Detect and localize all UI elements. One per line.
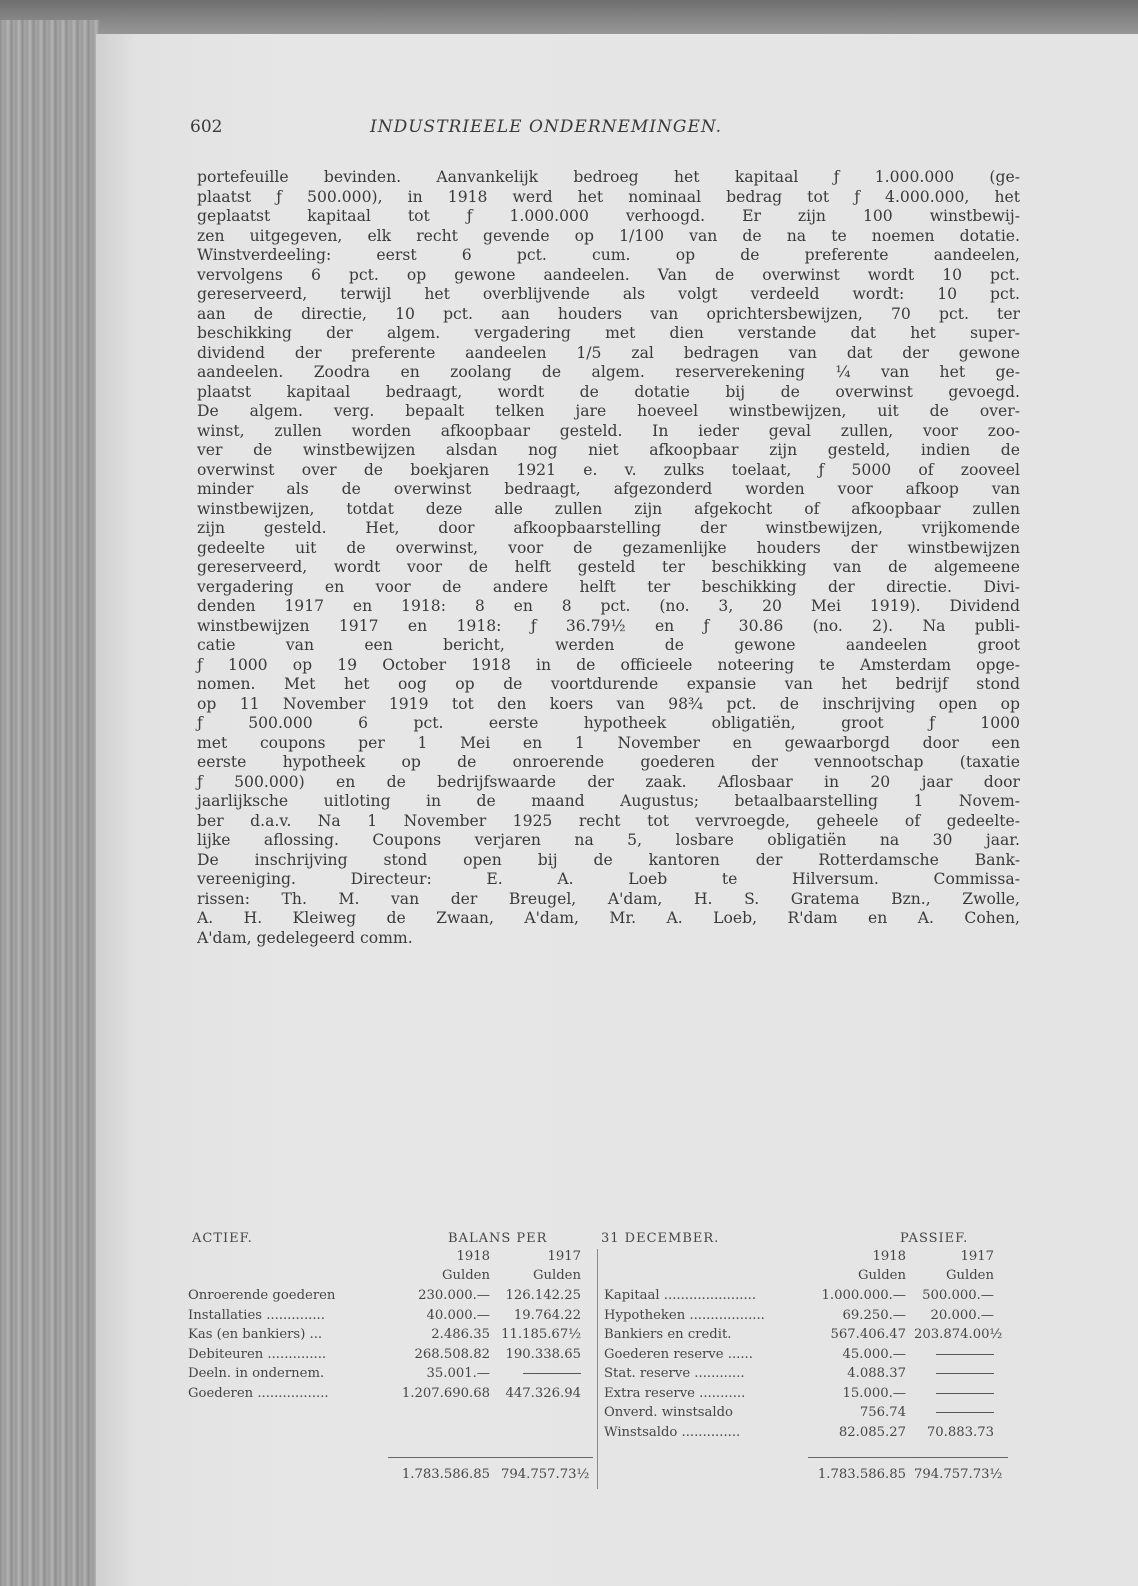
text-line: ver de winstbewijzen alsdan nog niet afkoopbaar zijn gesteld, indien de — [197, 441, 1020, 459]
passief-1918-value: 15.000.— — [842, 1385, 906, 1401]
text-line: minder als de overwinst bedraagt, afgezonderd worden voor afkoop van — [197, 480, 1020, 498]
passief-1917-value — [914, 1347, 994, 1365]
passief-row-label: Stat. reserve ............ — [604, 1366, 745, 1381]
text-line: gedeelte uit de overwinst, voor de gezamenlijke houders der winstbewijzen — [197, 538, 1020, 557]
actief-heading: ACTIEF. — [192, 1231, 253, 1246]
text-line: ƒ 1000 op 19 October 1918 in de officieele noteering te Amsterdam opge- — [197, 655, 1020, 674]
actief-1917-value: 447.326.94 — [505, 1385, 581, 1401]
passief-1918-value: 45.000.— — [842, 1346, 906, 1362]
text-line: nomen. Met het oog op de voortdurende expansie van het bedrijf stond — [197, 675, 1020, 693]
body-text — [197, 168, 1020, 948]
passief-1917-value — [914, 1405, 994, 1423]
passief-row-label: Onverd. winstsaldo — [604, 1405, 733, 1420]
actief-row-label: Debiteuren .............. — [188, 1346, 327, 1362]
text-line: dividend der preferente aandeelen 1/5 zal bedragen van dat der gewone — [197, 343, 1020, 362]
year-heading: 1918 — [872, 1249, 906, 1264]
text-line: gereserveerd, terwijl het overblijvende als volgt verdeeld wordt: 10 pct. — [197, 285, 1020, 303]
book-top-edge — [0, 0, 1138, 38]
text-line: A'dam, gedelegeerd comm. — [197, 928, 413, 947]
actief-1918-value: 40.000.— — [426, 1307, 490, 1323]
passief-1918-value: 82.085.27 — [838, 1424, 906, 1440]
actief-1918-value: 268.508.82 — [414, 1346, 490, 1362]
actief-1917-value: 190.338.65 — [505, 1346, 581, 1362]
actief-1917-value — [501, 1366, 581, 1384]
text-line: zen uitgegeven, elk recht gevende op 1/100 van de na te noemen dotatie. — [197, 226, 1020, 245]
actief-1918-value: 2.486.35 — [431, 1327, 490, 1342]
page-number: 602 — [190, 117, 223, 137]
currency-heading: Gulden — [442, 1268, 490, 1283]
actief-row-label: Kas (en bankiers) ... — [188, 1327, 323, 1342]
nil-dash — [523, 1373, 581, 1374]
passief-heading: PASSIEF. — [900, 1231, 969, 1246]
text-line: plaatst kapitaal bedraagt, wordt de dotatie bij de overwinst gevoegd. — [197, 382, 1020, 401]
text-line: op 11 November 1919 tot den koers van 98¾ pct. de inschrijving open op — [197, 694, 1020, 713]
nil-dash — [936, 1354, 994, 1355]
passief-row-label: Bankiers en credit. — [604, 1327, 732, 1342]
text-line: vergadering en voor de andere helft ter beschikking der directie. Divi- — [197, 577, 1020, 596]
passief-total-1918: 1.783.586.85 — [817, 1467, 906, 1482]
balance-title-left: BALANS PER — [448, 1231, 548, 1246]
text-line: A. H. Kleiweg de Zwaan, A'dam, Mr. A. Loeb, R'dam en A. Cohen, — [197, 909, 1020, 927]
passief-1917-value — [914, 1366, 994, 1384]
passief-row-label: Kapitaal ...................... — [604, 1288, 757, 1303]
passief-row-label: Winstsaldo .............. — [604, 1424, 741, 1440]
currency-heading: Gulden — [946, 1268, 994, 1283]
text-line: catie van een bericht, werden de gewone aandeelen groot — [197, 636, 1020, 654]
year-heading: 1918 — [456, 1249, 490, 1264]
sum-rule — [808, 1457, 1008, 1458]
text-line: aandeelen. Zoodra en zoolang de algem. reserverekening ¼ van het ge- — [197, 363, 1020, 381]
text-line: vereeniging. Directeur: E. A. Loeb te Hilversum. Commissa- — [197, 870, 1020, 888]
text-line: beschikking der algem. vergadering met dien verstande dat het super- — [197, 324, 1020, 342]
text-line: gereserveerd, wordt voor de helft gesteld ter beschikking van de algemeene — [197, 558, 1020, 576]
text-line: ber d.a.v. Na 1 November 1925 recht tot vervroegde, geheele of gedeelte- — [197, 811, 1020, 830]
text-line: winstbewijzen 1917 en 1918: ƒ 36.79½ en ƒ 30.86 (no. 2). Na publi- — [197, 616, 1020, 635]
text-line: ƒ 500.000) en de bedrijfswaarde der zaak. Aflosbaar in 20 jaar door — [197, 772, 1020, 791]
text-line: vervolgens 6 pct. op gewone aandeelen. Van de overwinst wordt 10 pct. — [197, 265, 1020, 284]
text-line: rissen: Th. M. van der Breugel, A'dam, H. S. Gratema Bzn., Zwolle, — [197, 889, 1020, 908]
text-line: lijke aflossing. Coupons verjaren na 5, losbare obligatiën na 30 jaar. — [197, 831, 1020, 849]
passief-1918-value: 756.74 — [859, 1405, 906, 1420]
book-page-stack-edge — [0, 20, 100, 1586]
running-title: INDUSTRIEELE ONDERNEMINGEN. — [370, 117, 723, 137]
passief-total-1917: 794.757.73½ — [914, 1467, 1003, 1482]
passief-row-label: Extra reserve ........... — [604, 1385, 746, 1401]
actief-1917-value: 126.142.25 — [505, 1288, 581, 1303]
passief-1918-value: 1.000.000.— — [821, 1288, 906, 1303]
actief-1918-value: 230.000.— — [418, 1288, 490, 1303]
text-line: zijn gesteld. Het, door afkoopbaarstelling der winstbewijzen, vrijkomende — [197, 519, 1020, 537]
actief-1918-value: 1.207.690.68 — [401, 1385, 490, 1401]
nil-dash — [936, 1412, 994, 1413]
nil-dash — [936, 1393, 994, 1394]
text-line: winst, zullen worden afkoopbaar gesteld. In ieder geval zullen, voor zoo- — [197, 421, 1020, 440]
text-line: winstbewijzen, totdat deze alle zullen zijn afgekocht of afkoopbaar zullen — [197, 499, 1020, 518]
currency-heading: Gulden — [858, 1268, 906, 1283]
passief-row-label: Hypotheken .................. — [604, 1307, 765, 1323]
passief-1918-value: 69.250.— — [842, 1307, 906, 1323]
text-line: met coupons per 1 Mei en 1 November en gewaarborgd door een — [197, 733, 1020, 752]
text-line: ƒ 500.000 6 pct. eerste hypotheek obligatiën, groot ƒ 1000 — [197, 714, 1020, 732]
actief-total-1918: 1.783.586.85 — [401, 1467, 490, 1482]
text-line: geplaatst kapitaal tot ƒ 1.000.000 verhoogd. Er zijn 100 winstbewij- — [197, 207, 1020, 225]
text-line: plaatst ƒ 500.000), in 1918 werd het nominaal bedrag tot ƒ 4.000.000, het — [197, 187, 1020, 206]
text-line: De algem. verg. bepaalt telken jare hoeveel winstbewijzen, uit de over- — [197, 402, 1020, 420]
currency-heading: Gulden — [533, 1268, 581, 1283]
passief-1918-value: 567.406.47 — [830, 1327, 906, 1342]
nil-dash — [936, 1373, 994, 1374]
passief-1917-value: 500.000.— — [922, 1288, 994, 1303]
actief-1918-value: 35.001.— — [426, 1366, 490, 1381]
text-line: overwinst over de boekjaren 1921 e. v. zulks toelaat, ƒ 5000 of zooveel — [197, 460, 1020, 479]
balance-title-right: 31 DECEMBER. — [601, 1231, 720, 1246]
year-heading: 1917 — [960, 1249, 994, 1264]
actief-row-label: Goederen ................. — [188, 1385, 329, 1401]
text-line: aan de directie, 10 pct. aan houders van oprichtersbewijzen, 70 pct. ter — [197, 304, 1020, 323]
text-line: jaarlijksche uitloting in de maand Augustus; betaalbaarstelling 1 Novem- — [197, 792, 1020, 810]
sum-rule — [388, 1457, 593, 1458]
actief-row-label: Deeln. in ondernem. — [188, 1366, 325, 1381]
actief-1917-value: 11.185.67½ — [501, 1327, 581, 1342]
actief-total-1917: 794.757.73½ — [501, 1467, 590, 1482]
passief-1917-value: 20.000.— — [930, 1307, 994, 1323]
text-line: De inschrijving stond open bij de kantoren der Rotterdamsche Bank- — [197, 850, 1020, 869]
year-heading: 1917 — [547, 1249, 581, 1264]
passief-1917-value — [914, 1386, 994, 1404]
passief-1917-value: 203.874.00½ — [914, 1327, 1003, 1342]
actief-row-label: Onroerende goederen — [188, 1288, 336, 1303]
passief-row-label: Goederen reserve ...... — [604, 1346, 753, 1362]
passief-1918-value: 4.088.37 — [847, 1366, 906, 1381]
text-line: denden 1917 en 1918: 8 en 8 pct. (no. 3, 20 Mei 1919). Dividend — [197, 597, 1020, 615]
text-line: eerste hypotheek op de onroerende goederen der vennootschap (taxatie — [197, 753, 1020, 771]
passief-1917-value: 70.883.73 — [926, 1424, 994, 1440]
actief-1917-value: 19.764.22 — [513, 1307, 581, 1323]
column-divider — [597, 1249, 598, 1489]
page-header — [190, 117, 1030, 143]
balance-sheet — [188, 1231, 1028, 1491]
text-line: portefeuille bevinden. Aanvankelijk bedroeg het kapitaal ƒ 1.000.000 (ge- — [197, 168, 1020, 186]
text-line: Winstverdeeling: eerst 6 pct. cum. op de preferente aandeelen, — [197, 246, 1020, 264]
actief-row-label: Installaties .............. — [188, 1307, 325, 1323]
